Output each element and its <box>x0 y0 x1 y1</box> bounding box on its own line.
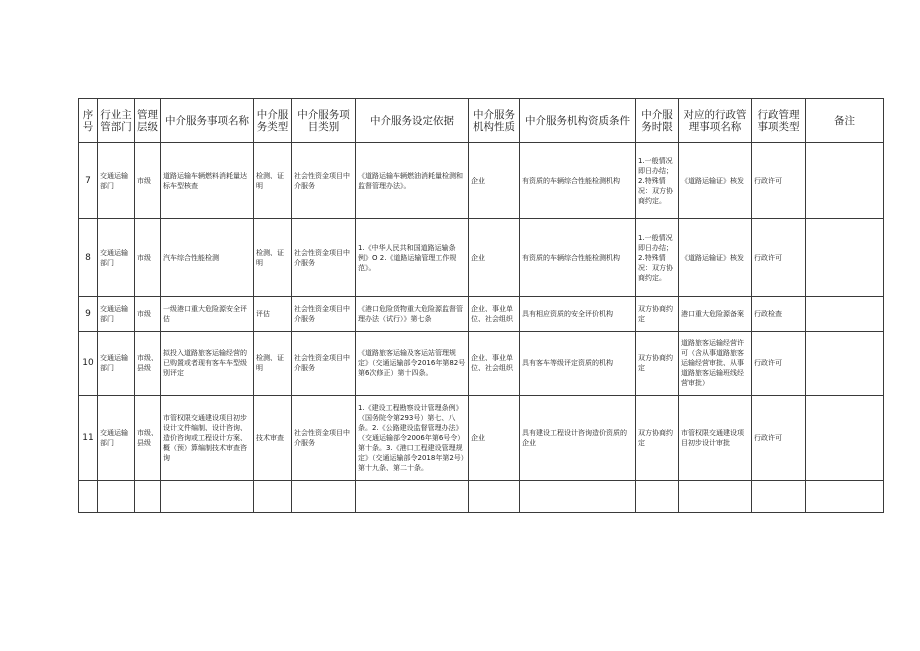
cell-level: 市级 <box>135 143 161 219</box>
cell-dept: 交通运输部门 <box>98 219 135 297</box>
cell-qual: 有资质的车辆综合性能检测机构 <box>520 219 636 297</box>
cell-note <box>806 395 884 480</box>
header-admin-type: 行政管理事项类型 <box>752 99 806 143</box>
cell-admin-type: 行政许可 <box>752 331 806 395</box>
cell-item: 一级港口重大危险源安全评估 <box>161 297 254 331</box>
cell-qual: 具有建设工程设计咨询造价资质的企业 <box>520 395 636 480</box>
header-type: 中介服务类型 <box>254 99 292 143</box>
cell-limit: 双方协商约定 <box>636 297 679 331</box>
cell-nature: 企业 <box>469 143 520 219</box>
header-basis: 中介服务设定依据 <box>356 99 469 143</box>
cell-level: 市级 <box>135 297 161 331</box>
cell-item: 拟投入道路旅客运输经营的已购置或者现有客车车型级别评定 <box>161 331 254 395</box>
cell-category: 社会性资金项目中介服务 <box>292 143 356 219</box>
cell-category: 社会性资金项目中介服务 <box>292 395 356 480</box>
cell-note <box>806 219 884 297</box>
cell-item: 道路运输车辆燃料消耗量达标车型核查 <box>161 143 254 219</box>
cell-qual: 具有客车等级评定资质的机构 <box>520 331 636 395</box>
cell-limit: 1.一般情况即日办结；2.特殊情况：双方协商约定。 <box>636 143 679 219</box>
cell-seq: 7 <box>79 143 98 219</box>
cell-admin-type: 行政许可 <box>752 219 806 297</box>
cell-admin-item: 《道路运输证》核发 <box>679 219 752 297</box>
cell-type: 检测、证明 <box>254 331 292 395</box>
header-level: 管理层级 <box>135 99 161 143</box>
cell-basis: 1.《建设工程勘察设计管理条例》（国务院令第293号）第七、八条。2.《公路建设监督管理办法》（交通运输部令2006年第6号令）第十条。3.《港口工程建设管理规定》（交通运输部令2018年第2号）第十九条、第二十条。 <box>356 395 469 480</box>
cell-seq: 11 <box>79 395 98 480</box>
cell-category: 社会性资金项目中介服务 <box>292 331 356 395</box>
cell-admin-type: 行政许可 <box>752 143 806 219</box>
service-table <box>78 98 884 513</box>
header-dept: 行业主管部门 <box>98 99 135 143</box>
cell-level: 市级 <box>135 219 161 297</box>
cell-category: 社会性资金项目中介服务 <box>292 219 356 297</box>
cell-admin-item: 《道路运输证》核发 <box>679 143 752 219</box>
cell-limit: 双方协商约定 <box>636 395 679 480</box>
cell-basis: 《港口危险货物重大危险源监督管理办法（试行）》第七条 <box>356 297 469 331</box>
cell-admin-type: 行政检查 <box>752 297 806 331</box>
cell-admin-item: 市管权限交通建设项目初步设计审批 <box>679 395 752 480</box>
cell-dept: 交通运输部门 <box>98 331 135 395</box>
empty-row <box>79 480 884 512</box>
cell-nature: 企业、事业单位、社会组织 <box>469 331 520 395</box>
header-row <box>79 99 884 143</box>
cell-category: 社会性资金项目中介服务 <box>292 297 356 331</box>
header-nature: 中介服务机构性质 <box>469 99 520 143</box>
table-row <box>79 395 884 480</box>
cell-basis: 1.《中华人民共和国道路运输条例》O 2.《道路运输管理工作规范》。 <box>356 219 469 297</box>
cell-admin-type: 行政许可 <box>752 395 806 480</box>
cell-type: 检测、证明 <box>254 143 292 219</box>
cell-admin-item: 港口重大危险源备案 <box>679 297 752 331</box>
header-qual: 中介服务机构资质条件 <box>520 99 636 143</box>
cell-note <box>806 143 884 219</box>
cell-note <box>806 297 884 331</box>
cell-nature: 企业 <box>469 219 520 297</box>
cell-type: 评估 <box>254 297 292 331</box>
cell-dept: 交通运输部门 <box>98 143 135 219</box>
table-row <box>79 143 884 219</box>
cell-nature: 企业 <box>469 395 520 480</box>
header-admin-item: 对应的行政管理事项名称 <box>679 99 752 143</box>
cell-seq: 8 <box>79 219 98 297</box>
cell-limit: 双方协商约定 <box>636 331 679 395</box>
cell-qual: 有资质的车辆综合性能检测机构 <box>520 143 636 219</box>
cell-item: 汽车综合性能检测 <box>161 219 254 297</box>
cell-qual: 具有相应资质的安全评价机构 <box>520 297 636 331</box>
table-row <box>79 297 884 331</box>
header-note: 备注 <box>806 99 884 143</box>
table-row <box>79 219 884 297</box>
header-seq: 序号 <box>79 99 98 143</box>
cell-level: 市级、县级 <box>135 331 161 395</box>
cell-basis: 《道路旅客运输及客运站管理规定》（交通运输部令2016年第82号第6次修正）第十四条。 <box>356 331 469 395</box>
cell-admin-item: 道路旅客运输经营许可（含从事道路旅客运输经营审批、从事道路旅客运输班线经营审批） <box>679 331 752 395</box>
cell-type: 检测、证明 <box>254 219 292 297</box>
cell-basis: 《道路运输车辆燃油消耗量检测和监督管理办法》。 <box>356 143 469 219</box>
cell-nature: 企业、事业单位、社会组织 <box>469 297 520 331</box>
cell-limit: 1.一般情况即日办结；2.特殊情况：双方协商约定。 <box>636 219 679 297</box>
cell-item: 市管权限交通建设项目初步设计文件编制、设计咨询、造价咨询或工程设计方案、概（预）算编制技术审查咨询 <box>161 395 254 480</box>
cell-level: 市级、县级 <box>135 395 161 480</box>
header-limit: 中介服务时限 <box>636 99 679 143</box>
cell-note <box>806 331 884 395</box>
table-row <box>79 331 884 395</box>
cell-dept: 交通运输部门 <box>98 297 135 331</box>
cell-type: 技术审查 <box>254 395 292 480</box>
cell-dept: 交通运输部门 <box>98 395 135 480</box>
cell-seq: 9 <box>79 297 98 331</box>
cell-seq: 10 <box>79 331 98 395</box>
header-category: 中介服务项目类别 <box>292 99 356 143</box>
header-item: 中介服务事项名称 <box>161 99 254 143</box>
